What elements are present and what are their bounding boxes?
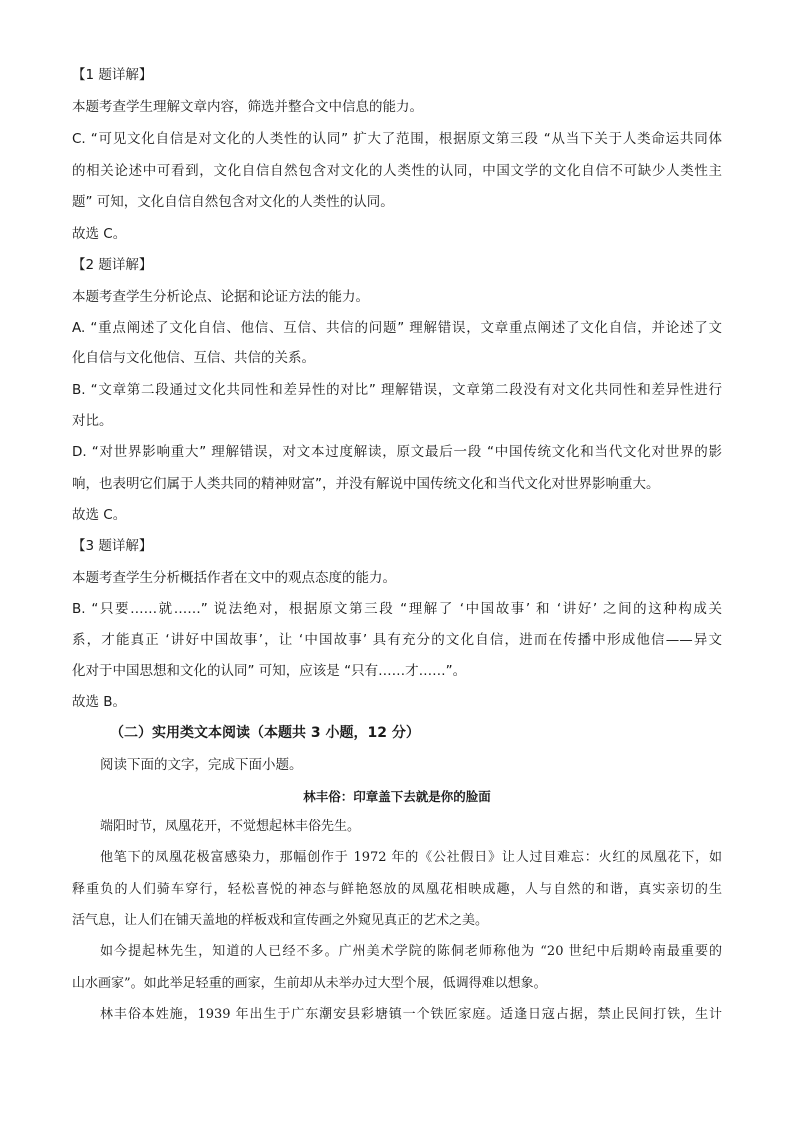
- q2-intro: 本题考查学生分析论点、论据和论证方法的能力。: [72, 289, 369, 305]
- q1-line: C. “可见文化自信是对文化的人类性的认同” 扩大了范围，根据原文第三段 “从当下关于人类命运共同体: [72, 131, 722, 147]
- q2-heading: 【2 题详解】: [72, 257, 153, 273]
- q3-answer: 故选 B。: [72, 694, 127, 710]
- article-paragraph-line: 如今提起林先生，知道的人已经不多。广州美术学院的陈侗老师称他为 “20 世纪中后期岭南最重要的: [100, 944, 722, 959]
- q1-heading: 【1 题详解】: [72, 67, 153, 83]
- q2-line: 响，也表明它们属于人类共同的精神财富”，并没有解说中国传统文化和当代文化对世界影响重大。: [72, 476, 660, 492]
- q1-line: 题” 可知，文化自信自然包含对文化的人类性的认同。: [72, 194, 394, 210]
- q3-line: 系，才能真正 ‘讲好中国故事’，让 ‘中国故事’ 具有充分的文化自信，进而在传播中形成他信——异文: [72, 632, 722, 648]
- q3-intro: 本题考查学生分析概括作者在文中的观点态度的能力。: [72, 570, 396, 586]
- q3-line: B. “只要……就……” 说法绝对，根据原文第三段 “理解了 ‘中国故事’ 和 ‘讲好’ 之间的这种构成关: [72, 601, 722, 617]
- q2-line: 对比。: [72, 413, 113, 429]
- q2-line: 化自信与文化他信、互信、共信的关系。: [72, 350, 315, 366]
- article-paragraph-line: 山水画家”。如此举足轻重的画家，生前却从未举办过大型个展，低调得难以想象。: [72, 976, 547, 991]
- section-heading: （二）实用类文本阅读（本题共 3 小题，12 分）: [110, 725, 420, 741]
- q3-line: 化对于中国思想和文化的认同” 可知，应该是 “只有……才……”。: [72, 663, 467, 679]
- q2-line: D. “对世界影响重大” 理解错误，对文本过度解读，原文最后一段 “中国传统文化和当代文化对世界的影: [72, 444, 722, 460]
- article-paragraph-line: 活气息，让人们在铺天盖地的样板戏和宣传画之外窥见真正的艺术之美。: [72, 913, 489, 928]
- article-paragraph-line: 释重负的人们骑车穿行，轻松喜悦的神态与鲜艳怒放的凤凰花相映成趣，人与自然的和谐，真实亲切的生: [72, 882, 722, 897]
- q1-line: 的相关论述中可看到，文化自信自然包含对文化的人类性的认同，中国文学的文化自信不可缺少人类性主: [72, 163, 722, 179]
- article-paragraph: 端阳时节，凤凰花开，不觉想起林丰俗先生。: [100, 819, 361, 834]
- section-instruction: 阅读下面的文字，完成下面小题。: [100, 757, 303, 773]
- q1-intro: 本题考查学生理解文章内容，筛选并整合文中信息的能力。: [72, 99, 423, 115]
- q1-answer: 故选 C。: [72, 226, 127, 242]
- q2-answer: 故选 C。: [72, 507, 127, 523]
- article-paragraph-line: 林丰俗本姓施，1939 年出生于广东潮安县彩塘镇一个铁匠家庭。适逢日寇占据，禁止民间打铁，生计: [100, 1007, 722, 1022]
- article-title: 林丰俗：印章盖下去就是你的脸面: [303, 789, 491, 804]
- q3-heading: 【3 题详解】: [72, 538, 153, 554]
- article-paragraph-line: 他笔下的凤凰花极富感染力，那幅创作于 1972 年的《公社假日》让人过目难忘：火红的凤凰花下，如: [100, 850, 722, 865]
- q2-line: B. “文章第二段通过文化共同性和差异性的对比” 理解错误，文章第二段没有对文化共同性和差异性进行: [72, 382, 722, 398]
- q2-line: A. “重点阐述了文化自信、他信、互信、共信的问题” 理解错误，文章重点阐述了文化自信，并论述了文: [72, 320, 722, 336]
